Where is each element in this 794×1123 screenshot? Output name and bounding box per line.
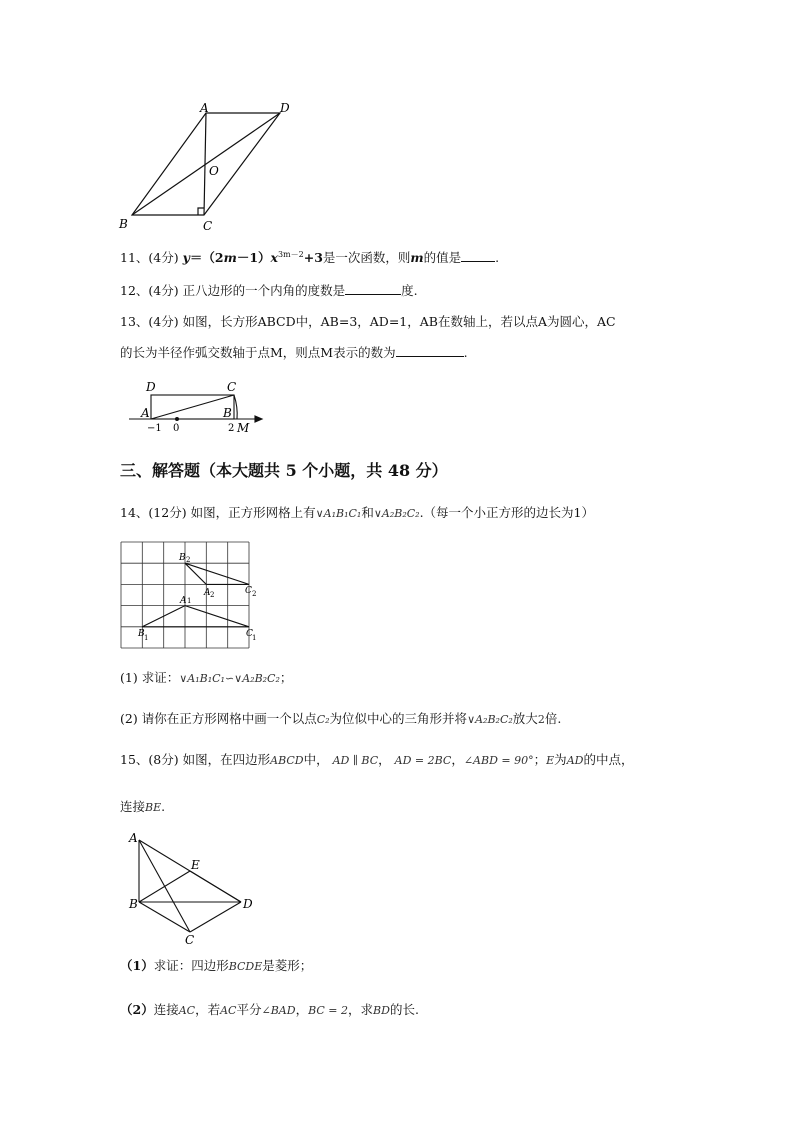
var-m-2: m [410,250,424,266]
part-end: ； [279,670,293,685]
q14-text1: 如图，正方形网格上有 [190,505,316,520]
part-end: 是菱形； [262,958,313,973]
sep: ； [533,752,547,767]
question-15-part1 [120,958,312,973]
c2-label: C [245,586,252,596]
question-14-part1 [120,670,292,685]
q14-text2: .（每一个小正方形的边长为1） [419,505,594,520]
eq-text: ＝（2 [189,250,224,266]
q13-end: . [463,345,468,360]
b1-label: B [138,629,145,639]
q13-line2: 的长为半径作弧交数轴于点M，则点M表示的数为 [120,345,396,360]
cond-length: AD = 2BC [394,754,452,767]
a1-label: A [180,596,187,606]
part-text3: 放大 [512,711,538,726]
b2-subscript: 2 [186,556,191,564]
var-m: m [223,250,237,266]
quad-d-label: D [243,897,253,911]
b1-subscript: 1 [144,634,149,642]
answer-blank[interactable] [396,345,464,357]
rect-d-label: D [146,380,156,394]
exponent: 3m－2 [277,250,304,259]
part-number: (1) [120,670,138,685]
segment-ac-2: AC [220,1004,237,1017]
tick-two: 2 [228,423,235,434]
segment-be: BE [145,801,162,814]
quad-b-label: B [129,897,138,911]
bc-value: BC = 2 [308,1004,349,1017]
tick-minus-one: −1 [147,423,162,434]
grid-figure [118,539,268,651]
c1-label: C [246,629,253,639]
parallelogram-figure [110,95,310,235]
question-15-line2 [120,799,165,814]
sep: ， [378,752,391,767]
part-number: (2) [120,711,138,726]
question-number: 14、(12分) [120,505,187,520]
part-text: 求证： [141,670,180,685]
part-t1: 连接 [153,1002,179,1017]
rect-a-label: A [141,406,150,420]
angle-bad: ∠BAD [261,1004,296,1017]
part-t6: 的长. [389,1002,419,1017]
vertex-c-label: C [203,219,213,233]
similarity-expr: ∨A₁B₁C₁∽∨A₂B₂C₂ [179,672,280,685]
question-15-part2 [120,1002,419,1017]
question-14 [120,505,594,520]
q15-lianjie: 连接 [120,799,146,814]
quad-c-label: C [185,933,195,947]
question-15-line1 [120,752,633,767]
part-t2: ，若 [195,1002,221,1017]
var-x: x [270,250,278,266]
q15-wei: 为 [554,752,567,767]
question-12 [120,283,418,298]
q15-zhong: 中， [303,752,329,767]
vertex-a-label: A [200,101,209,115]
c1-subscript: 1 [252,634,257,642]
question-11 [120,250,499,265]
question-13-line1 [120,314,616,329]
vertex-d-label: D [280,101,290,115]
minus-one: －1） [236,250,271,266]
part-text: 求证：四边形 [153,958,229,973]
period: . [161,799,166,814]
point-m-label: M [237,421,250,435]
period: . [495,250,500,266]
cond-angle: ∠ABD = 90° [463,754,534,767]
q11-text1: 是一次函数，则 [322,250,411,266]
answer-blank[interactable] [345,283,401,295]
a2-label: A [204,588,211,598]
part-number: （2） [120,1002,154,1017]
q11-text2: 的值是 [423,250,462,266]
q15-mid: 的中点， [583,752,634,767]
a1-subscript: 1 [187,597,192,605]
part-text4: 倍. [544,711,562,726]
triangle-2: ∨A₂B₂C₂ [373,507,420,520]
part-text1: 请你在正方形网格中画一个以点 [141,711,317,726]
rect-c-label: C [227,380,237,394]
numberline-figure [125,378,270,436]
part-t3: 平分 [236,1002,262,1017]
question-13-line2 [120,345,468,360]
q13-line1: 如图，长方形ABCD中，AB=3，AD=1，AB在数轴上，若以点A为圆心，AC [182,314,616,329]
q12-end: 度. [401,283,418,298]
rect-b-label: B [223,406,232,420]
segment-bd: BD [373,1004,390,1017]
point-o-label: O [209,164,219,178]
quad-bcde: BCDE [228,960,263,973]
question-number: 13、(4分) [120,314,179,329]
vertex-b-label: B [119,217,128,231]
point-c2: C₂ [316,713,330,726]
triangle-a2b2c2: ∨A₂B₂C₂ [467,713,513,726]
question-number: 11、(4分) [120,250,179,266]
section-heading: 三、解答题（本大题共 5 个小题，共 48 分） [120,461,448,480]
question-number: 15、(8分) [120,752,179,767]
tick-zero: 0 [173,423,180,434]
question-number: 12、(4分) [120,283,179,298]
part-t5: ，求 [348,1002,374,1017]
b2-label: B [179,553,186,563]
quad-e-label: E [191,858,200,872]
answer-blank[interactable] [461,250,495,262]
segment-ad: AD [566,754,584,767]
triangle-1: ∨A₁B₁C₁ [315,507,362,520]
part-number: （1） [120,958,154,973]
quad-abcd: ABCD [270,754,304,767]
segment-ac: AC [178,1004,196,1017]
part-text2: 为位似中心的三角形并将 [329,711,468,726]
question-14-part2 [120,711,561,726]
part-t4: ， [295,1002,309,1017]
q14-and: 和 [361,505,374,520]
quad-a-label: A [129,831,138,845]
q15-text1: 如图，在四边形 [182,752,271,767]
c2-subscript: 2 [252,590,257,598]
q12-text: 正八边形的一个内角的度数是 [182,283,346,298]
a2-subscript: 2 [210,591,215,599]
var-y: y [182,250,190,266]
plus-three: +3 [303,250,323,266]
cond-parallel: AD ∥ BC [332,754,379,767]
quadrilateral-figure [125,826,265,948]
scale-factor: 2 [537,713,545,726]
sep: ， [451,752,464,767]
point-e: E [546,754,555,767]
